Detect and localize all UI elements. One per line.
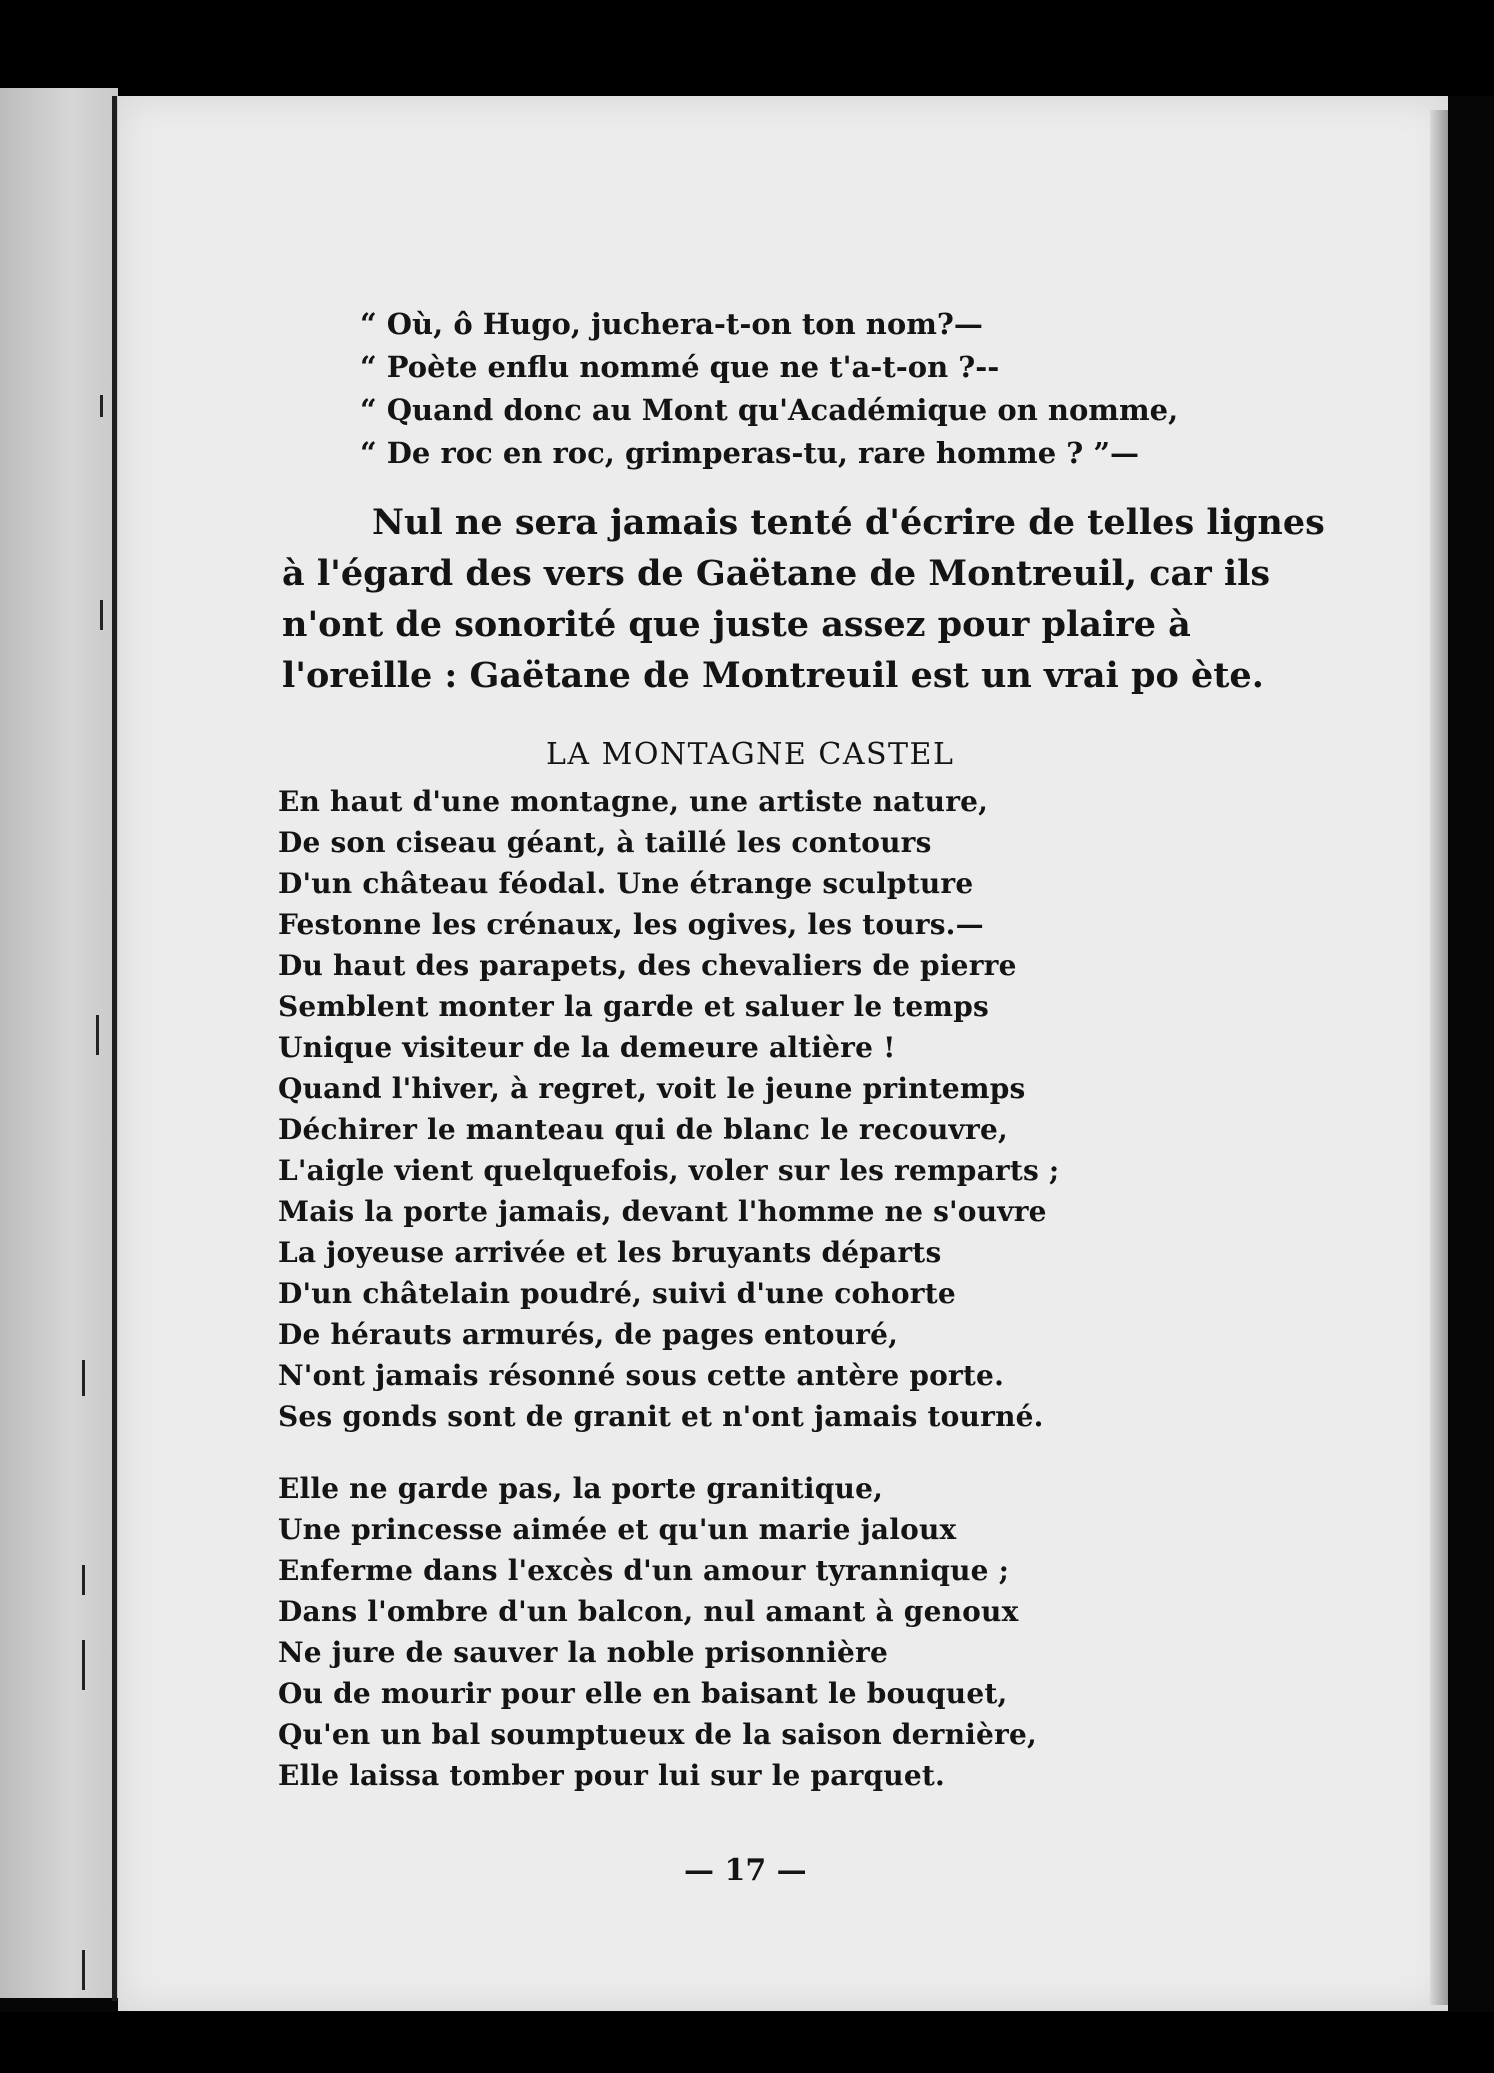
epigraph-line: “ Poète enflu nommé que ne t'a-t-on ?-- xyxy=(360,350,1000,384)
verse-line: L'aigle vient quelquefois, voler sur les remparts ; xyxy=(278,1154,1060,1187)
verse-line: N'ont jamais résonné sous cette antère porte. xyxy=(278,1359,1005,1392)
prose-line: n'ont de sonorité que juste assez pour plaire à xyxy=(282,604,1191,645)
gutter-mark xyxy=(100,600,103,630)
gutter-mark xyxy=(100,395,103,417)
prose-line: l'oreille : Gaëtane de Montreuil est un vrai po ète. xyxy=(282,655,1264,696)
verse-line: Elle laissa tomber pour lui sur le parquet. xyxy=(278,1759,945,1792)
gutter-mark xyxy=(82,1360,85,1396)
verse-line: D'un châtelain poudré, suivi d'une cohorte xyxy=(278,1277,956,1310)
epigraph-line: “ Où, ô Hugo, juchera-t-on ton nom?— xyxy=(360,307,983,341)
verse-line: De son ciseau géant, à taillé les contours xyxy=(278,826,932,859)
book-gutter xyxy=(112,96,117,2001)
verse-line: Une princesse aimée et qu'un marie jaloux xyxy=(278,1513,957,1546)
page-number: — 17 — xyxy=(684,1853,807,1888)
epigraph-line: “ Quand donc au Mont qu'Académique on nomme, xyxy=(360,393,1179,427)
gutter-mark xyxy=(82,1640,85,1690)
gutter-mark xyxy=(82,1950,85,1990)
verse-line: Ou de mourir pour elle en baisant le bouquet, xyxy=(278,1677,1008,1710)
scan-bottom-border xyxy=(0,2012,1494,2073)
poem-title: LA MONTAGNE CASTEL xyxy=(546,737,955,772)
prose-line: Nul ne sera jamais tenté d'écrire de telles lignes xyxy=(372,502,1325,543)
verse-line: En haut d'une montagne, une artiste nature, xyxy=(278,785,989,818)
verse-line: Quand l'hiver, à regret, voit le jeune printemps xyxy=(278,1072,1026,1105)
verse-line: Ses gonds sont de granit et n'ont jamais tourné. xyxy=(278,1400,1044,1433)
verse-line: Dans l'ombre d'un balcon, nul amant à genoux xyxy=(278,1595,1019,1628)
verse-line: Mais la porte jamais, devant l'homme ne s'ouvre xyxy=(278,1195,1047,1228)
verse-line: La joyeuse arrivée et les bruyants départs xyxy=(278,1236,942,1269)
verse-line: Festonne les crénaux, les ogives, les tours.— xyxy=(278,908,984,941)
verse-line: Ne jure de sauver la noble prisonnière xyxy=(278,1636,889,1669)
verse-line: Enferme dans l'excès d'un amour tyrannique ; xyxy=(278,1554,1010,1587)
verse-line: Du haut des parapets, des chevaliers de pierre xyxy=(278,949,1017,982)
page-right-edge xyxy=(1430,110,1448,2005)
verse-line: Semblent monter la garde et saluer le temps xyxy=(278,990,990,1023)
verse-line: Qu'en un bal soumptueux de la saison dernière, xyxy=(278,1718,1037,1751)
gutter-mark xyxy=(96,1015,99,1055)
gutter-mark xyxy=(82,1565,85,1595)
facing-page-edge xyxy=(0,88,118,1998)
verse-line: Unique visiteur de la demeure altière ! xyxy=(278,1031,896,1064)
verse-line: Déchirer le manteau qui de blanc le recouvre, xyxy=(278,1113,1008,1146)
verse-line: D'un château féodal. Une étrange sculpture xyxy=(278,867,974,900)
epigraph-line: “ De roc en roc, grimperas-tu, rare homme ? ”— xyxy=(360,436,1140,470)
verse-line: De hérauts armurés, de pages entouré, xyxy=(278,1318,899,1351)
prose-line: à l'égard des vers de Gaëtane de Montreuil, car ils xyxy=(282,553,1271,594)
scan-top-border xyxy=(0,0,1494,96)
verse-line: Elle ne garde pas, la porte granitique, xyxy=(278,1472,884,1505)
